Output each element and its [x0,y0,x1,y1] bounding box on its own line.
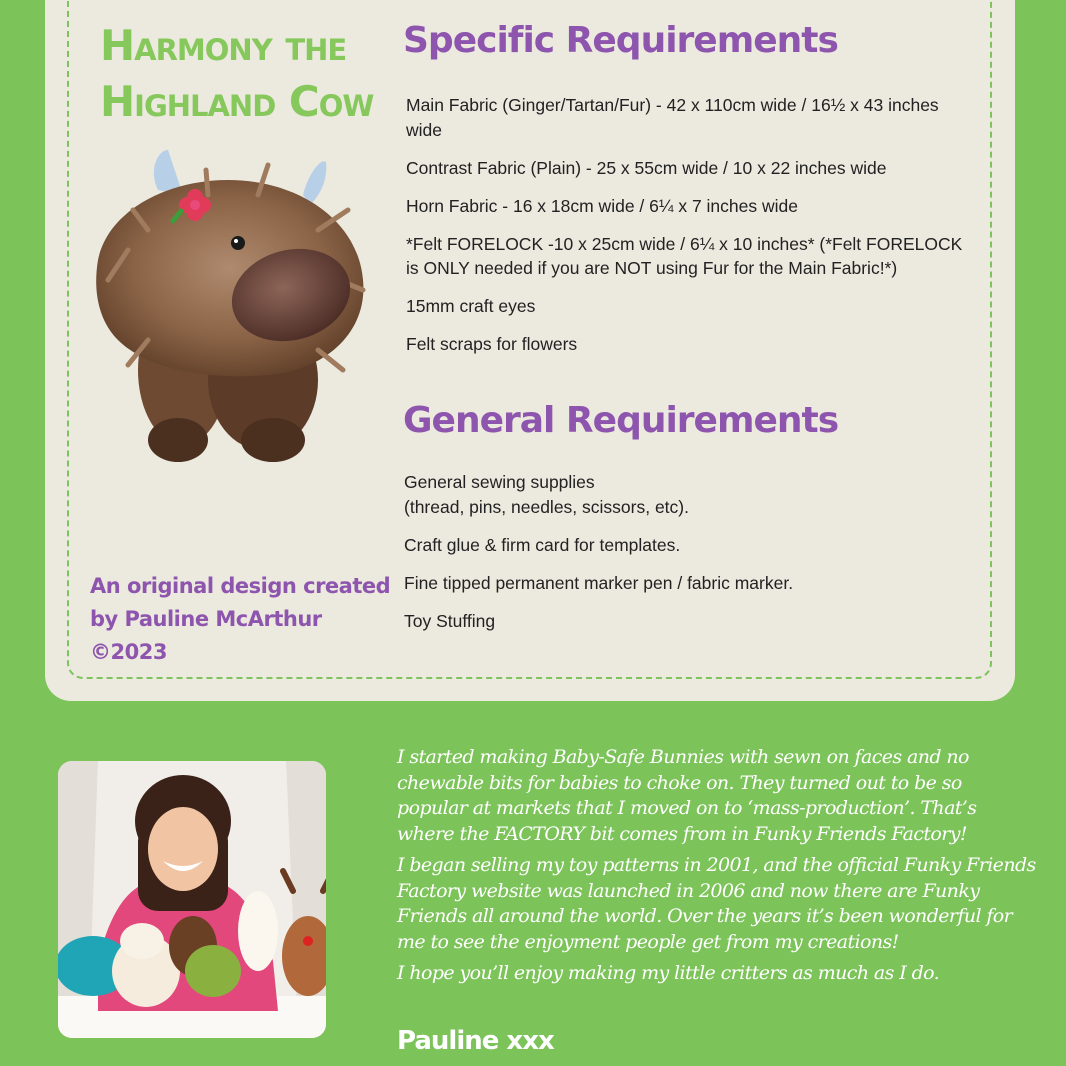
general-requirements-list [404,470,974,647]
about-designer-text [397,745,1037,993]
specific-requirements-list [406,93,976,370]
list-item: Main Fabric (Ginger/Tartan/Fur) - 42 x 110cm wide / 16½ x 43 inches wide [406,95,939,140]
about-paragraph: I began selling my toy patterns in 2001, and the official Funky Friends Factory website was launched in 2006 and now there are Funky Friends all around the world. Over the years it’s been wonderful for me to see the enjoyment people get from my creations! [397,854,1036,953]
pattern-title-line2: Highland Cow [100,77,374,126]
list-item: Contrast Fabric (Plain) - 25 x 55cm wide / 10 x 22 inches wide [406,157,887,178]
credit-line-3: ©2023 [90,640,167,664]
list-item: 15mm craft eyes [406,296,536,316]
highland-cow-image [88,140,368,470]
list-item: General sewing supplies (thread, pins, needles, scissors, etc). [404,472,689,517]
design-credit [90,570,391,669]
pattern-title [100,18,380,130]
about-paragraph: I started making Baby-Safe Bunnies with sewn on faces and no chewable bits for babies to choke on. They turned out to be so popular at markets that I moved on to ‘mass-production’. That’s where the FACTORY bit comes from in Funky Friends Factory! [397,746,977,845]
credit-line-1: An original design created [90,574,391,598]
specific-requirements-heading: Specific Requirements [403,20,838,61]
signature: Pauline xxx [397,1026,554,1056]
general-requirements-heading: General Requirements [403,400,839,441]
credit-line-2: by Pauline McArthur [90,607,322,631]
designer-photo [58,761,326,1038]
list-item: *Felt FORELOCK -10 x 25cm wide / 6¼ x 10 inches* (*Felt FORELOCK is ONLY needed if you are NOT using Fur for the Main Fabric!*) [406,233,963,278]
pattern-title-line1: Harmony the [100,21,347,70]
list-item: Toy Stuffing [404,610,496,631]
list-item: Felt scraps for flowers [406,334,578,354]
list-item: Horn Fabric - 16 x 18cm wide / 6¼ x 7 inches wide [406,195,798,216]
about-paragraph: I hope you’ll enjoy making my little critters as much as I do. [397,962,940,984]
list-item: Fine tipped permanent marker pen / fabric marker. [404,572,794,593]
list-item: Craft glue & firm card for templates. [404,534,681,555]
